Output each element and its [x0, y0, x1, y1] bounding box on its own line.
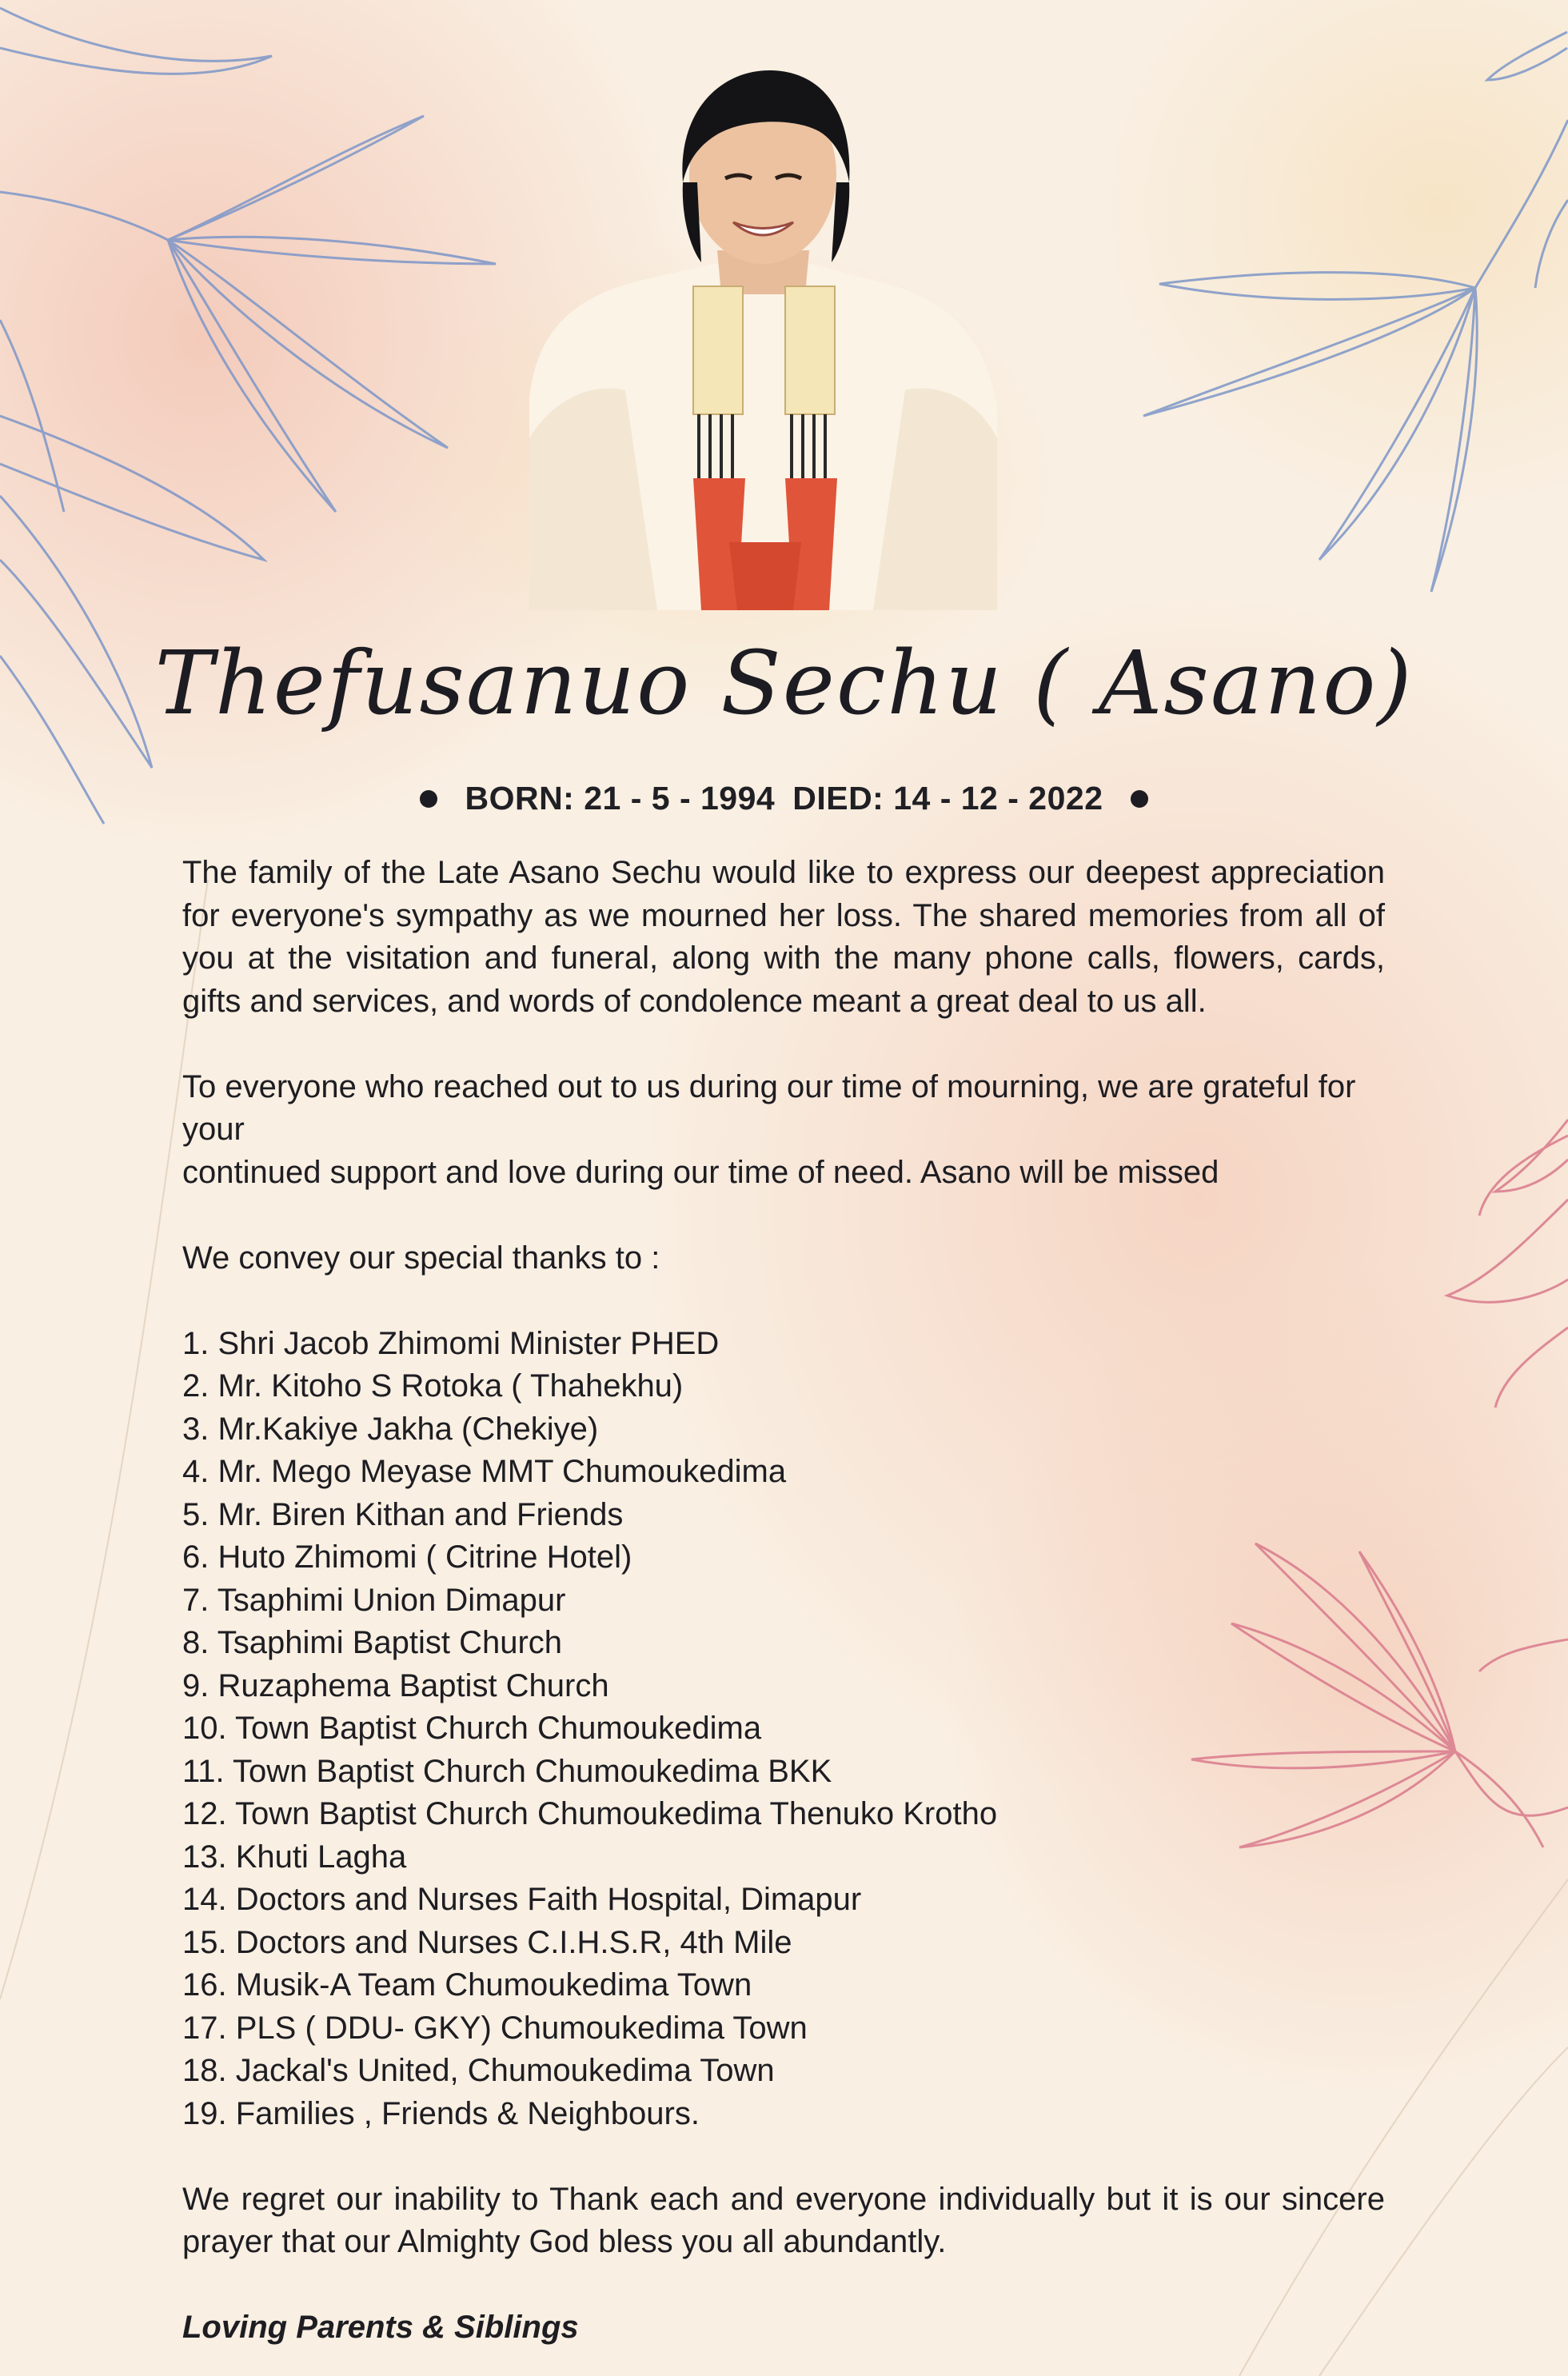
- list-item: 7. Tsaphimi Union Dimapur: [182, 1582, 566, 1618]
- bullet-dot-icon: [1131, 790, 1148, 808]
- list-item: 10. Town Baptist Church Chumoukedima: [182, 1711, 762, 1746]
- died-date: DIED: 14 - 12 - 2022: [792, 780, 1103, 817]
- list-item: 2. Mr. Kitoho S Rotoka ( Thahekhu): [182, 1368, 684, 1404]
- appreciation-paragraph: The family of the Late Asano Sechu would like to express our deepest appreciation for everyone's sympathy as we mourned her loss. The shared memories from all of you at the visitation and funeral, along with the many phone calls, flowers, cards, gifts and services, and words of condolence meant a great deal to us all.: [182, 855, 1385, 1019]
- list-item: 18. Jackal's United, Chumoukedima Town: [182, 2053, 775, 2088]
- list-item: 3. Mr.Kakiye Jakha (Chekiye): [182, 1411, 599, 1447]
- support-paragraph: [182, 1066, 1385, 1195]
- list-item: 5. Mr. Biren Kithan and Friends: [182, 1496, 624, 1532]
- list-item: 1. Shri Jacob Zhimomi Minister PHED: [182, 1325, 720, 1361]
- list-item: 11. Town Baptist Church Chumoukedima BKK: [182, 1753, 832, 1789]
- list-item: 9. Ruzaphema Baptist Church: [182, 1667, 609, 1703]
- signature: Loving Parents & Siblings: [182, 2310, 579, 2345]
- list-item: 14. Doctors and Nurses Faith Hospital, Dimapur: [182, 1882, 862, 1917]
- thanks-intro: We convey our special thanks to :: [182, 1240, 660, 1276]
- list-item: 13. Khuti Lagha: [182, 1839, 407, 1875]
- list-item: 8. Tsaphimi Baptist Church: [182, 1625, 563, 1660]
- closing-paragraph: We regret our inability to Thank each and everyone individually but it is our sincere prayer that our Almighty God bless you all abundantly.: [182, 2181, 1385, 2259]
- list-item: 17. PLS ( DDU- GKY) Chumoukedima Town: [182, 2010, 808, 2046]
- life-dates: [0, 780, 1568, 817]
- bullet-dot-icon: [420, 790, 437, 808]
- portrait-photo: [529, 62, 997, 610]
- thanks-list: [182, 1323, 1385, 2136]
- deceased-name: Thefusanuo Sechu ( Asano): [154, 632, 1414, 734]
- list-item: 15. Doctors and Nurses C.I.H.S.R, 4th Mile: [182, 1924, 792, 1960]
- list-item: 16. Musik-A Team Chumoukedima Town: [182, 1967, 752, 2003]
- message-body: [182, 852, 1385, 2350]
- support-paragraph-line-2: continued support and love during our time of need. Asano will be missed: [182, 1154, 1219, 1190]
- support-paragraph-line-1: To everyone who reached out to us during our time of mourning, we are grateful for your: [182, 1068, 1356, 1147]
- list-item: 6. Huto Zhimomi ( Citrine Hotel): [182, 1539, 632, 1575]
- born-date: BORN: 21 - 5 - 1994: [465, 780, 776, 817]
- list-item: 12. Town Baptist Church Chumoukedima Thenuko Krotho: [182, 1796, 998, 1831]
- list-item: 19. Families , Friends & Neighbours.: [182, 2095, 700, 2131]
- list-item: 4. Mr. Mego Meyase MMT Chumoukedima: [182, 1454, 787, 1489]
